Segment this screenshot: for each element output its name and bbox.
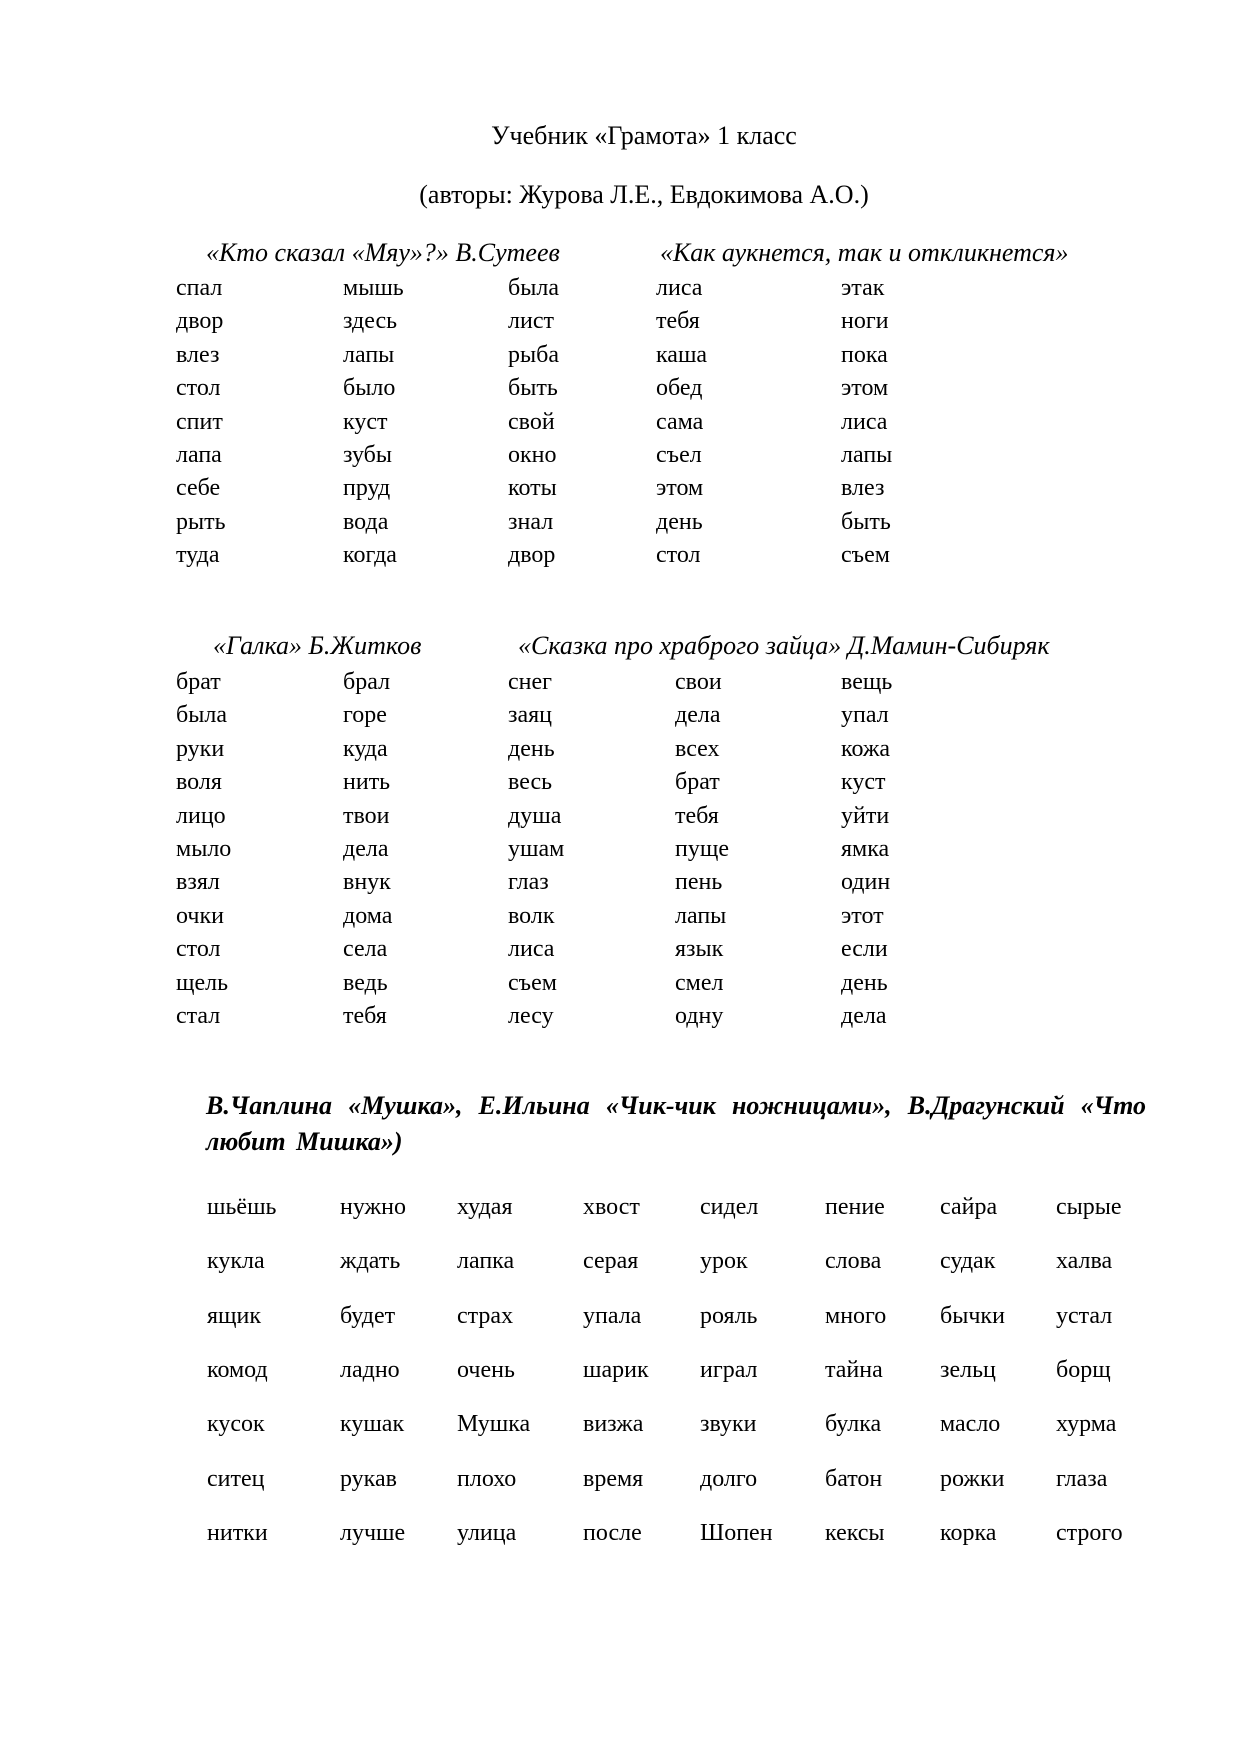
word-cell: нить	[343, 769, 391, 796]
word-cell: батон	[825, 1465, 883, 1492]
word-cell: время	[583, 1465, 644, 1492]
word-cell: сидел	[700, 1194, 759, 1220]
word-cell: каша	[656, 341, 708, 368]
word-cell: брат	[176, 669, 221, 695]
word-cell: ситец	[207, 1465, 265, 1492]
word-cell: упал	[841, 702, 889, 729]
word-cell: была	[176, 702, 227, 729]
word-cell: стол	[656, 542, 701, 569]
word-cell: шарик	[583, 1356, 649, 1383]
word-cell: рояль	[700, 1302, 758, 1329]
word-cell: дела	[675, 702, 721, 729]
word-cell: весь	[508, 769, 553, 796]
word-cell: двор	[508, 542, 556, 569]
word-cell: одну	[675, 1003, 724, 1029]
word-cell: знал	[508, 508, 554, 535]
word-cell: булка	[825, 1411, 882, 1438]
word-cell: устал	[1056, 1302, 1113, 1329]
word-cell: села	[343, 936, 388, 963]
word-cell: ведь	[343, 969, 388, 996]
word-cell: масло	[940, 1411, 1001, 1438]
word-cell: этот	[841, 902, 884, 929]
word-cell: корка	[940, 1519, 997, 1546]
word-cell: халва	[1056, 1248, 1113, 1275]
word-cell: кексы	[825, 1519, 885, 1546]
word-cell: руки	[176, 735, 225, 762]
word-cell: после	[583, 1519, 642, 1546]
word-cell: ждать	[340, 1248, 401, 1275]
word-cell: была	[508, 275, 559, 301]
word-cell: Мушка	[457, 1411, 531, 1438]
word-cell: влез	[841, 475, 885, 502]
word-cell: кожа	[841, 735, 891, 762]
word-cell: лиса	[508, 936, 555, 963]
word-cell: мышь	[343, 275, 404, 301]
word-cell: комод	[207, 1356, 268, 1383]
word-cell: нитки	[207, 1519, 268, 1546]
word-cell: рожки	[940, 1465, 1005, 1492]
word-cell: лапа	[176, 442, 222, 468]
word-cell: стал	[176, 1003, 221, 1029]
word-cell: смел	[675, 969, 724, 996]
word-cell: дела	[343, 836, 389, 862]
word-cell: строго	[1056, 1519, 1123, 1546]
word-cell: тебя	[675, 802, 719, 829]
word-cell: ушам	[508, 836, 565, 862]
word-cell: рыба	[508, 341, 559, 368]
word-cell: лесу	[508, 1003, 554, 1029]
word-cell: слова	[825, 1248, 882, 1275]
section2-heading-right: «Сказка про храброго зайца» Д.Мамин-Сибиряк	[518, 631, 1050, 660]
word-cell: хвост	[583, 1194, 640, 1220]
word-cell: ящик	[207, 1302, 262, 1329]
word-cell: куст	[343, 408, 388, 435]
word-cell: судак	[940, 1248, 996, 1275]
word-cell: зельц	[940, 1356, 996, 1383]
word-cell: лапка	[457, 1248, 515, 1275]
section2-heading-left: «Галка» Б.Житков	[213, 631, 422, 660]
word-cell: тайна	[825, 1356, 883, 1383]
word-cell: съем	[508, 969, 557, 996]
word-cell: дома	[343, 902, 393, 929]
word-cell: кукла	[207, 1248, 265, 1275]
word-cell: долго	[700, 1465, 758, 1492]
word-cell: свой	[508, 408, 555, 435]
word-cell: этом	[656, 475, 704, 502]
word-cell: лиса	[841, 408, 888, 435]
word-cell: плохо	[457, 1465, 517, 1492]
word-cell: спал	[176, 275, 223, 301]
word-cell: шьёшь	[207, 1194, 277, 1220]
word-cell: быть	[841, 508, 891, 535]
word-cell: худая	[457, 1194, 513, 1220]
section1-heading-right: «Как аукнется, так и откликнется»	[660, 238, 1069, 267]
word-cell: тебя	[656, 308, 700, 335]
word-cell: один	[841, 869, 891, 896]
word-cell: бычки	[940, 1302, 1005, 1329]
word-cell: язык	[675, 936, 724, 963]
word-cell: здесь	[343, 308, 398, 335]
word-cell: серая	[583, 1248, 639, 1275]
word-cell: ладно	[340, 1356, 400, 1383]
word-cell: съел	[656, 442, 702, 468]
word-cell: взял	[176, 869, 220, 896]
word-cell: съем	[841, 542, 890, 569]
word-cell: лапы	[343, 341, 395, 368]
word-cell: тебя	[343, 1003, 387, 1029]
word-cell: улица	[457, 1519, 517, 1546]
word-cell: нужно	[340, 1194, 406, 1220]
word-cell: рукав	[340, 1465, 397, 1492]
word-cell: когда	[343, 542, 397, 569]
word-cell: ямка	[841, 836, 890, 862]
word-cell: быть	[508, 375, 558, 402]
word-cell: обед	[656, 375, 703, 402]
word-cell: спит	[176, 408, 223, 435]
word-cell: упала	[583, 1302, 642, 1329]
word-cell: уйти	[841, 802, 890, 829]
word-cell: брат	[675, 769, 720, 796]
word-cell: лапы	[841, 442, 893, 468]
word-cell: щель	[176, 969, 229, 996]
word-cell: двор	[176, 308, 224, 335]
word-cell: этом	[841, 375, 889, 402]
word-cell: стол	[176, 936, 221, 963]
page-title: Учебник «Грамота» 1 класс	[491, 121, 797, 150]
word-cell: много	[825, 1302, 887, 1329]
word-cell: этак	[841, 275, 885, 301]
section3-heading: В.Чаплина «Мушка», Е.Ильина «Чик-чик ножницами», В.Драгунский «Что любит Мишка»)	[206, 1091, 1146, 1156]
word-cell: заяц	[508, 702, 553, 729]
word-cell: пока	[841, 341, 888, 368]
word-cell: борщ	[1056, 1356, 1111, 1383]
word-cell: кусок	[207, 1411, 265, 1438]
word-cell: урок	[700, 1248, 748, 1275]
word-cell: свои	[675, 669, 722, 695]
word-cell: зубы	[343, 442, 392, 468]
page-subtitle: (авторы: Журова Л.Е., Евдокимова А.О.)	[419, 180, 869, 209]
word-cell: лицо	[176, 802, 226, 829]
word-cell: визжа	[583, 1411, 644, 1438]
word-cell: куда	[343, 735, 388, 762]
word-cell: дела	[841, 1003, 887, 1029]
word-cell: играл	[700, 1356, 758, 1383]
word-cell: куст	[841, 769, 886, 796]
word-cell: пуще	[675, 836, 729, 862]
word-cell: страх	[457, 1302, 514, 1329]
word-cell: лиса	[656, 275, 703, 301]
word-cell: вещь	[841, 669, 893, 695]
word-cell: окно	[508, 442, 557, 468]
word-cell: сайра	[940, 1194, 998, 1220]
word-cell: душа	[508, 802, 562, 829]
word-cell: воля	[176, 769, 222, 796]
word-cell: твои	[343, 802, 390, 829]
word-cell: сама	[656, 408, 704, 435]
word-cell: сырые	[1056, 1194, 1122, 1220]
word-cell: туда	[176, 542, 220, 569]
word-cell: глаза	[1056, 1465, 1108, 1492]
word-cell: влез	[176, 341, 220, 368]
word-cell: ноги	[841, 308, 889, 335]
word-cell: пруд	[343, 475, 391, 502]
word-cell: хурма	[1056, 1411, 1117, 1438]
word-cell: брал	[343, 669, 391, 695]
word-cell: всех	[675, 735, 720, 762]
word-cell: лучше	[340, 1519, 406, 1546]
word-cell: звуки	[700, 1411, 757, 1438]
word-cell: вода	[343, 508, 389, 535]
word-cell: пение	[825, 1194, 885, 1220]
word-cell: день	[841, 969, 888, 996]
word-cell: лист	[508, 308, 554, 335]
word-cell: день	[656, 508, 703, 535]
word-cell: коты	[508, 475, 557, 502]
word-cell: внук	[343, 869, 391, 896]
word-cell: пень	[675, 869, 723, 896]
section1-heading-left: «Кто сказал «Мяу»?» В.Сутеев	[206, 238, 560, 267]
word-cell: себе	[176, 475, 221, 502]
word-cell: день	[508, 735, 555, 762]
word-cell: снег	[508, 669, 552, 695]
word-cell: очень	[457, 1356, 515, 1383]
word-cell: если	[841, 936, 888, 963]
word-cell: кушак	[340, 1411, 405, 1438]
word-cell: Шопен	[700, 1519, 773, 1546]
word-cell: рыть	[176, 508, 226, 535]
word-cell: глаз	[508, 869, 549, 896]
word-cell: лапы	[675, 902, 727, 929]
word-cell: будет	[340, 1302, 396, 1329]
word-cell: горе	[343, 702, 387, 729]
word-cell: очки	[176, 902, 224, 929]
word-cell: мыло	[176, 836, 232, 862]
word-cell: было	[343, 375, 396, 402]
word-cell: волк	[508, 902, 555, 929]
word-cell: стол	[176, 375, 221, 402]
